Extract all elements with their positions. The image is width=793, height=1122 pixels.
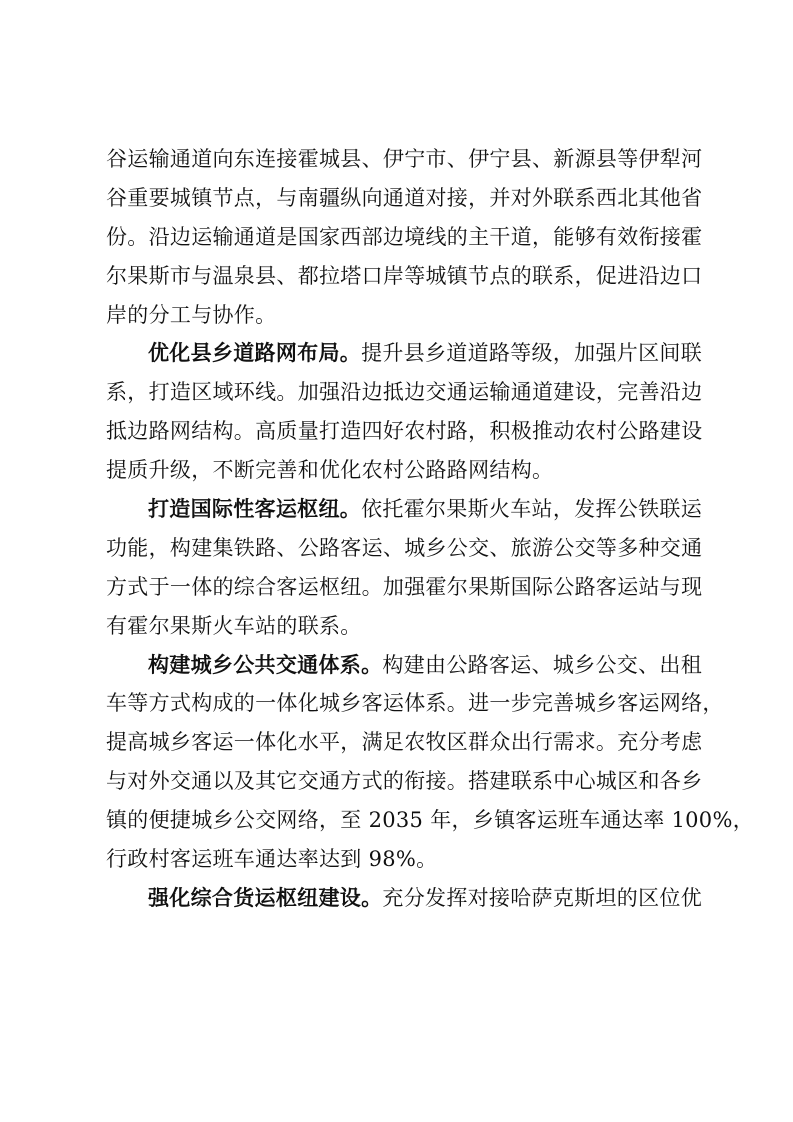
text-line: 谷运输通道向东连接霍城县、伊宁市、伊宁县、新源县等伊犁河 xyxy=(106,147,703,171)
text-line xyxy=(106,490,702,529)
text-line: 车等方式构成的一体化城乡客运体系。进一步完善城乡客运网络， xyxy=(106,691,724,716)
text-span: 充分发挥对接哈萨克斯坦的区位优 xyxy=(382,885,702,910)
text-line xyxy=(106,334,702,373)
text-line: 与对外交通以及其它交通方式的衔接。搭建联系中心城区和各乡 xyxy=(106,769,703,794)
text-line: 提高城乡客运一体化水平，满足农牧区群众出行需求。充分考虑 xyxy=(106,730,703,755)
text-line: 尔果斯市与温泉县、都拉塔口岸等城镇节点的联系，促进沿边口 xyxy=(106,263,703,288)
text-span: 提升县乡道道路等级，加强片区间联 xyxy=(361,341,702,366)
text-line: 份。沿边运输通道是国家西部边境线的主干道，能够有效衔接霍 xyxy=(106,224,703,249)
paragraph-heading: 打造国际性客运枢纽。 xyxy=(148,497,362,522)
text-span: 依托霍尔果斯火车站，发挥公铁联运 xyxy=(361,497,702,522)
text-line: 镇的便捷城乡公交网络，至 2035 年，乡镇客运班车通达率 100%， xyxy=(106,808,755,833)
text-line: 岸的分工与协作。 xyxy=(106,302,277,327)
paragraph-freight-hub xyxy=(106,879,702,918)
text-line: 功能，构建集铁路、公路客运、城乡公交、旅游公交等多种交通 xyxy=(106,535,703,560)
document-body xyxy=(106,140,755,918)
text-line xyxy=(106,646,702,685)
text-line xyxy=(106,879,702,918)
paragraph-road-network xyxy=(106,334,702,490)
text-line: 方式于一体的综合客运枢纽。加强霍尔果斯国际公路客运站与现 xyxy=(106,574,703,599)
text-line: 提质升级，不断完善和优化农村公路路网结构。 xyxy=(106,458,554,483)
text-span: 构建由公路客运、城乡公交、出租 xyxy=(382,652,702,677)
paragraph-heading: 强化综合货运枢纽建设。 xyxy=(148,885,383,910)
text-line: 抵边路网结构。高质量打造四好农村路，积极推动农村公路建设 xyxy=(106,419,703,444)
text-line: 行政村客运班车通达率达到 98%。 xyxy=(106,847,438,872)
paragraph-public-transport xyxy=(106,646,755,879)
text-line: 系，打造区域环线。加强沿边抵边交通运输通道建设，完善沿边 xyxy=(106,380,703,405)
paragraph-passenger-hub xyxy=(106,490,702,646)
paragraph-heading: 构建城乡公共交通体系。 xyxy=(148,652,383,677)
text-line: 谷重要城镇节点，与南疆纵向通道对接，并对外联系西北其他省 xyxy=(106,185,703,210)
paragraph-heading: 优化县乡道路网布局。 xyxy=(148,341,362,366)
text-line: 有霍尔果斯火车站的联系。 xyxy=(106,613,362,638)
paragraph-continuation xyxy=(106,140,702,334)
